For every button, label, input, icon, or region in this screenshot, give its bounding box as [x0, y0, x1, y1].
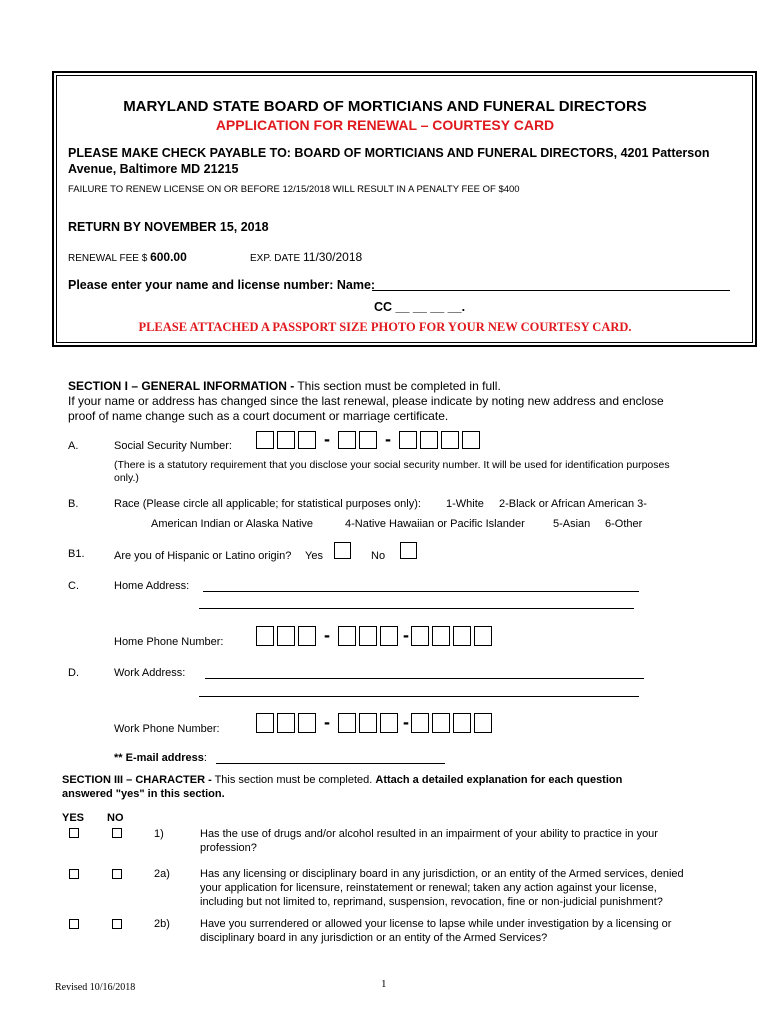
hispanic-question: Are you of Hispanic or Latino origin? — [114, 550, 292, 562]
ssn-digit-box[interactable] — [277, 431, 295, 449]
phone-digit-box[interactable] — [432, 713, 450, 733]
dash-separator: - — [324, 625, 330, 645]
phone-digit-box[interactable] — [453, 713, 471, 733]
phone-digit-box[interactable] — [474, 713, 492, 733]
section1-heading-rest: This section must be completed in full. — [294, 379, 501, 393]
ssn-digit-box[interactable] — [399, 431, 417, 449]
q1-text-line2: profession? — [200, 842, 257, 854]
q1-number: 1) — [154, 828, 164, 840]
ssn-digit-box[interactable] — [338, 431, 356, 449]
hispanic-no-checkbox[interactable] — [400, 542, 417, 559]
home-phone-label: Home Phone Number: — [114, 636, 224, 648]
check-payable-line1: PLEASE MAKE CHECK PAYABLE TO: BOARD OF MORTICIANS AND FUNERAL DIRECTORS, 4201 Patterson — [68, 146, 710, 160]
section3-heading-rest: This section must be completed. — [211, 774, 373, 786]
section3-heading-bold2: Attach a detailed explanation for each question — [375, 774, 623, 786]
phone-digit-box[interactable] — [474, 626, 492, 646]
exp-date — [250, 250, 362, 264]
q2b-no-checkbox[interactable] — [112, 919, 122, 929]
cc-label: CC — [374, 300, 393, 314]
renewal-fee-value: 600.00 — [150, 250, 187, 264]
work-phone-boxes[interactable] — [256, 712, 495, 733]
dash-separator: - — [403, 712, 409, 732]
ssn-digit-box[interactable] — [298, 431, 316, 449]
race-option-asian[interactable]: 5-Asian — [553, 518, 591, 530]
q2a-text-line3: including but not limited to, reprimand, suspension, revocation, fine or non-judicial punishment? — [200, 896, 663, 908]
q2b-text-line1: Have you surrendered or allowed your license to lapse while under investigation by a licensing or — [200, 918, 672, 930]
return-by: RETURN BY NOVEMBER 15, 2018 — [68, 220, 269, 234]
q2b-text-line2: disciplinary board in any jurisdiction or an entity of the Armed Services? — [200, 932, 548, 944]
q2a-text-line2: your application for licensure, reinstatement or renewal; taken any action against your license, — [200, 882, 657, 894]
dash-separator: - — [324, 429, 330, 449]
item-c-letter: C. — [68, 580, 79, 592]
home-address-line1[interactable] — [203, 591, 639, 592]
q1-no-checkbox[interactable] — [112, 828, 122, 838]
phone-digit-box[interactable] — [411, 713, 429, 733]
section3-heading — [62, 774, 622, 786]
phone-digit-box[interactable] — [380, 626, 398, 646]
ssn-digit-box[interactable] — [420, 431, 438, 449]
exp-date-value: 11/30/2018 — [303, 250, 363, 264]
race-option-white[interactable]: 1-White — [446, 498, 484, 510]
q2b-number: 2b) — [154, 918, 170, 930]
phone-digit-box[interactable] — [338, 626, 356, 646]
ssn-digit-box[interactable] — [462, 431, 480, 449]
phone-digit-box[interactable] — [359, 626, 377, 646]
photo-notice: PLEASE ATTACHED A PASSPORT SIZE PHOTO FOR YOUR NEW COURTESY CARD. — [138, 320, 632, 334]
item-b-letter: B. — [68, 498, 79, 510]
cc-field[interactable] — [374, 300, 465, 314]
section3-heading-line2: answered "yes" in this section. — [62, 788, 225, 800]
work-address-line2[interactable] — [199, 696, 639, 697]
ssn-note-line1: (There is a statutory requirement that you disclose your social security number. It will be used for identification purposes — [114, 459, 670, 471]
q2a-text-line1: Has any licensing or disciplinary board in any jurisdiction, or an entity of the Armed services, denied — [200, 868, 684, 880]
ssn-boxes[interactable] — [256, 429, 483, 450]
race-option-hawaiian[interactable]: 4-Native Hawaiian or Pacific Islander — [345, 518, 525, 530]
race-option-other[interactable]: 6-Other — [605, 518, 643, 530]
name-input-line[interactable] — [372, 290, 730, 291]
phone-digit-box[interactable] — [256, 713, 274, 733]
phone-digit-box[interactable] — [298, 626, 316, 646]
renewal-fee-label: RENEWAL FEE $ — [68, 253, 148, 264]
ssn-digit-box[interactable] — [359, 431, 377, 449]
hispanic-yes-label: Yes — [305, 550, 323, 562]
ssn-note-line2: only.) — [114, 472, 139, 484]
renewal-fee — [68, 250, 187, 264]
email-field — [114, 752, 207, 764]
name-prompt: Please enter your name and license number: Name: — [68, 278, 376, 292]
race-option-native[interactable]: American Indian or Alaska Native — [151, 518, 314, 530]
dash-separator: - — [324, 712, 330, 732]
phone-digit-box[interactable] — [256, 626, 274, 646]
work-phone-label: Work Phone Number: — [114, 723, 220, 735]
phone-digit-box[interactable] — [277, 626, 295, 646]
phone-digit-box[interactable] — [453, 626, 471, 646]
section1-intro-line2: proof of name change such as a court document or marriage certificate. — [68, 409, 449, 423]
item-b1-letter: B1. — [68, 548, 85, 560]
section3-heading-bold: SECTION III – CHARACTER - — [62, 774, 212, 786]
no-column-header: NO — [107, 812, 124, 824]
section1-intro-line1: If your name or address has changed since the last renewal, please indicate by noting new address and enclose — [68, 394, 664, 408]
section1-heading — [68, 379, 501, 393]
cc-blanks: __ __ __ __. — [395, 300, 466, 314]
phone-digit-box[interactable] — [411, 626, 429, 646]
ssn-label: Social Security Number: — [114, 440, 232, 452]
email-label: ** E-mail address — [114, 752, 204, 764]
home-address-label: Home Address: — [114, 580, 190, 592]
q2a-no-checkbox[interactable] — [112, 869, 122, 879]
page-number: 1 — [381, 978, 387, 990]
form-title: MARYLAND STATE BOARD OF MORTICIANS AND FUNERAL DIRECTORS — [123, 98, 647, 115]
exp-date-label: EXP. DATE — [250, 253, 301, 264]
q1-yes-checkbox[interactable] — [69, 828, 79, 838]
ssn-digit-box[interactable] — [441, 431, 459, 449]
yes-column-header: YES — [62, 812, 85, 824]
q2b-yes-checkbox[interactable] — [69, 919, 79, 929]
hispanic-no-label: No — [371, 550, 386, 562]
phone-digit-box[interactable] — [432, 626, 450, 646]
ssn-digit-box[interactable] — [256, 431, 274, 449]
dash-separator: - — [385, 429, 391, 449]
hispanic-yes-checkbox[interactable] — [334, 542, 351, 559]
email-colon: : — [203, 752, 207, 764]
work-address-line1[interactable] — [205, 678, 644, 679]
phone-digit-box[interactable] — [338, 713, 356, 733]
home-phone-boxes[interactable] — [256, 625, 495, 646]
q2a-yes-checkbox[interactable] — [69, 869, 79, 879]
revised-date: Revised 10/16/2018 — [55, 982, 136, 993]
phone-digit-box[interactable] — [298, 713, 316, 733]
phone-digit-box[interactable] — [380, 713, 398, 733]
q2a-number: 2a) — [154, 868, 170, 880]
race-option-black[interactable]: 2-Black or African American 3- — [499, 498, 647, 510]
check-payable-line2: Avenue, Baltimore MD 21215 — [68, 162, 239, 176]
race-question: Race (Please circle all applicable; for statistical purposes only): — [114, 498, 421, 510]
q1-text-line1: Has the use of drugs and/or alcohol resulted in an impairment of your ability to practice in your — [200, 828, 658, 840]
home-address-line2[interactable] — [199, 608, 634, 609]
form-subtitle: APPLICATION FOR RENEWAL – COURTESY CARD — [215, 117, 555, 133]
phone-digit-box[interactable] — [359, 713, 377, 733]
work-address-label: Work Address: — [114, 667, 186, 679]
phone-digit-box[interactable] — [277, 713, 295, 733]
section1-heading-bold: SECTION I – GENERAL INFORMATION - — [68, 379, 295, 393]
failure-notice: FAILURE TO RENEW LICENSE ON OR BEFORE 12/15/2018 WILL RESULT IN A PENALTY FEE OF $400 — [68, 184, 520, 195]
item-d-letter: D. — [68, 667, 79, 679]
dash-separator: - — [403, 625, 409, 645]
item-a-letter: A. — [68, 440, 79, 452]
email-input-line[interactable] — [216, 763, 445, 764]
